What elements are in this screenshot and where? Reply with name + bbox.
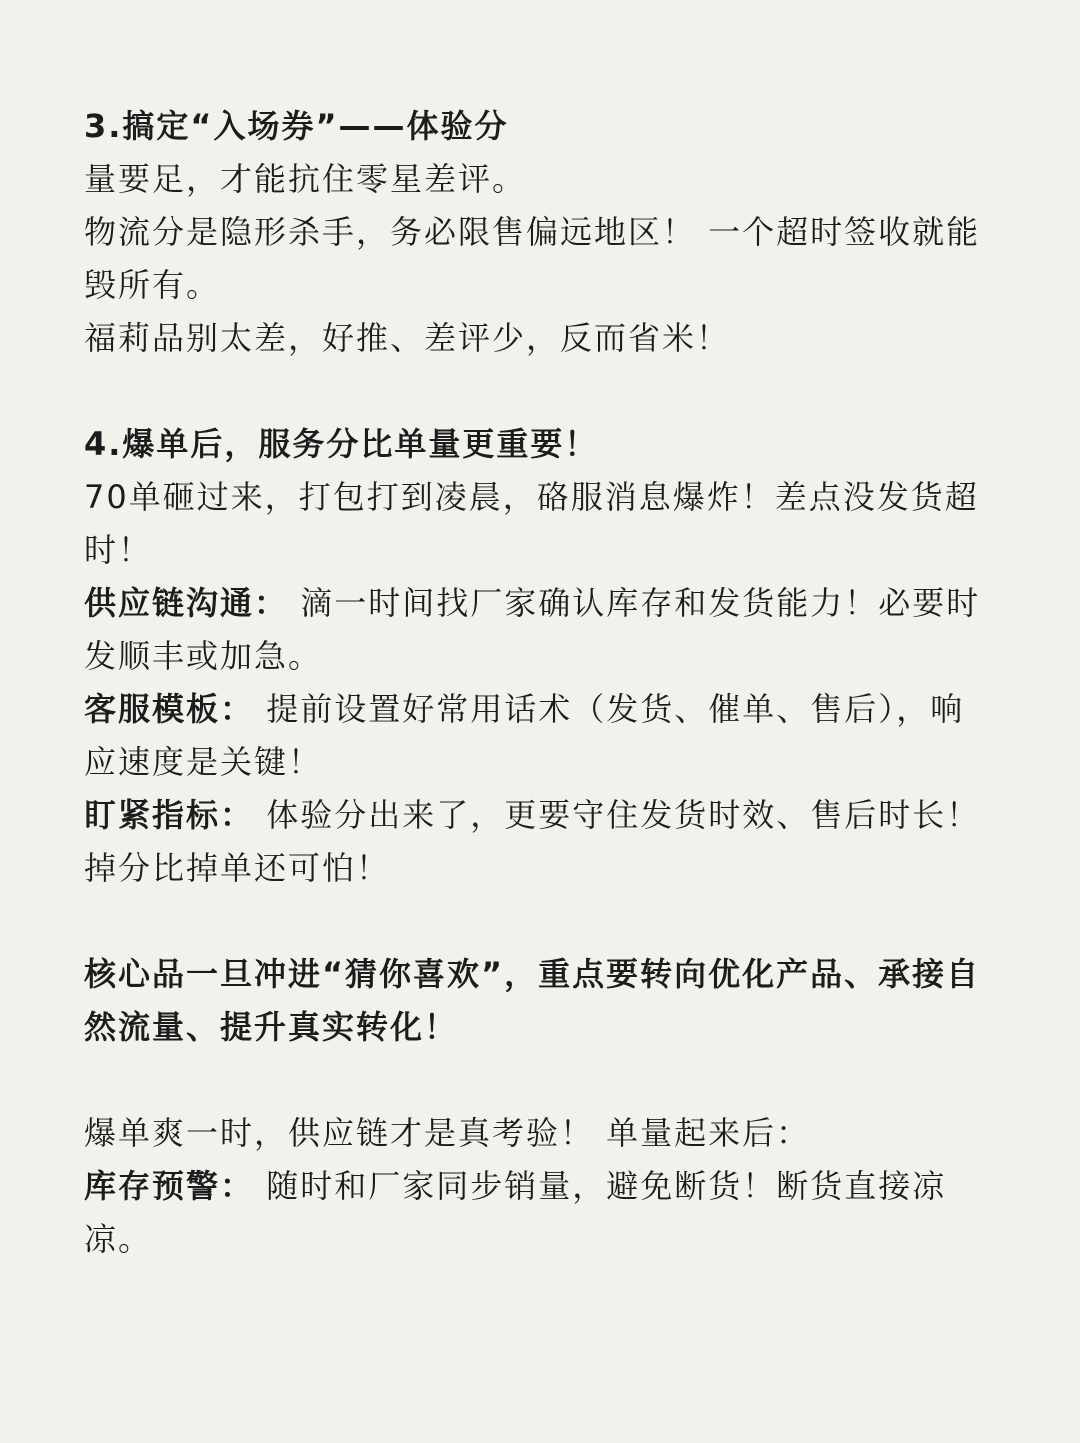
section-3-line-2b: 毁所有。: [84, 266, 221, 304]
metric-text-b: 掉分比掉单还可怕！: [84, 849, 391, 887]
spacer: [84, 365, 996, 418]
section-3-line-2a: 物流分是隐形杀手，务必限售偏远地区！ 一个超时签收就能: [84, 213, 981, 251]
spacer: [84, 1054, 996, 1107]
section-3-heading: 3.搞定“入场券”——体验分: [84, 107, 509, 145]
cs-template-label: 客服模板：: [84, 690, 255, 728]
section-4-line-1b: 时！: [84, 531, 153, 569]
section-3-line-1: 量要足，才能抗住零星差评。: [84, 160, 527, 198]
metric-label: 盯紧指标：: [84, 796, 255, 834]
section-3-line-3: 福莉品别太差，好推、差评少，反而省米！: [84, 319, 731, 357]
stock-alert-label: 库存预警：: [84, 1167, 255, 1205]
metric-text-a: 体验分出来了，更要守住发货时效、售后时长！: [254, 796, 981, 834]
cs-template-text-a: 提前设置好常用话术（发货、催单、售后），响: [254, 690, 965, 728]
supply-chain-text-b: 发顺丰或加急。: [84, 637, 323, 675]
stock-alert-text-b: 凉。: [84, 1220, 153, 1258]
stock-alert-paragraph: [84, 1160, 996, 1213]
cs-template-text-b: 应速度是关键！: [84, 743, 323, 781]
core-product-line-b: 然流量、提升真实转化！: [84, 1008, 459, 1046]
closing-line-1: 爆单爽一时，供应链才是真考验！ 单量起来后：: [84, 1114, 811, 1152]
cs-template-paragraph: [84, 683, 996, 736]
spacer: [84, 895, 996, 948]
section-4-line-1a: 70单砸过来，打包打到凌晨，硌服消息爆炸！差点没发货超: [84, 478, 979, 516]
core-product-line-a: 核心品一旦冲进“猜你喜欢”，重点要转向优化产品、承接自: [84, 955, 981, 993]
metric-paragraph: [84, 789, 996, 842]
supply-chain-text-a: 滴一时间找厂家确认库存和发货能力！必要时: [288, 584, 981, 622]
stock-alert-text-a: 随时和厂家同步销量，避免断货！断货直接凉: [254, 1167, 947, 1205]
supply-chain-paragraph: [84, 577, 996, 630]
supply-chain-label: 供应链沟通：: [84, 584, 289, 622]
section-4-heading: 4.爆单后，服务分比单量更重要！: [84, 425, 599, 463]
